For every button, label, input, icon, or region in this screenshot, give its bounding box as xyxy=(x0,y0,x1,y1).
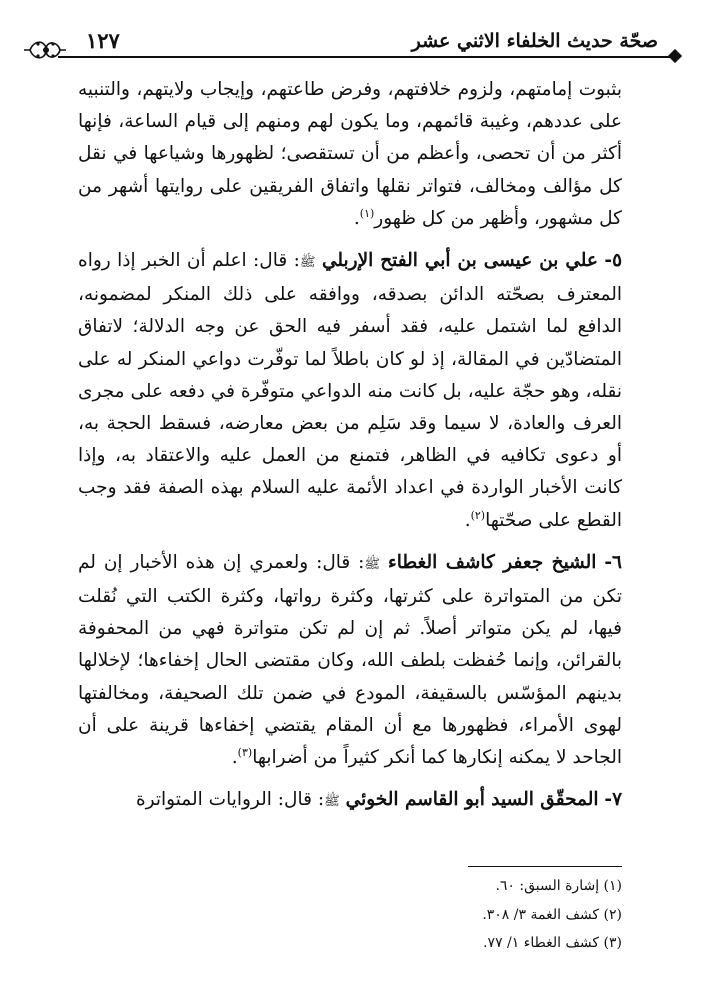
main-text xyxy=(78,74,622,818)
floral-ornament-icon xyxy=(22,34,66,66)
diamond-icon xyxy=(668,49,682,63)
honorific-icon: ﷺ xyxy=(324,794,340,810)
footnote-ref: (٣) xyxy=(237,745,253,759)
paragraph-1: بثبوت إمامتهم، ولزوم خلافتهم، وفرض طاعتهم، وإيجاب ولايتهم، والتنبيه على عددهم، وغيبة قائمهم، وما يكون لهم ومنهم إلى قيام الساعة، فإنها أكثر من أن تحصى، وأعظم من أن تستقصى؛ لظهورها وشياعها في نقل كل مؤالف ومخالف، فتواتر نقلها واتفاق الفريقين على روايتها أشهر من كل مشهور، وأظهر من كل ظهور$^{(١)}$. xyxy=(78,79,622,229)
footnote-3: (٣) كشف الغطاء ١/ ٧٧. xyxy=(483,935,622,951)
footnote-ref: (١) xyxy=(359,206,375,220)
running-title: صحّة حديث الخلفاء الاثني عشر xyxy=(411,30,658,52)
scholar-name: علي بن عيسى بن أبي الفتح الإربلي xyxy=(321,250,598,272)
item-number: ٦- xyxy=(604,551,622,573)
footnote-ref: (٢) xyxy=(470,508,486,522)
paragraph-text: : قال: الروايات المتواترة xyxy=(135,789,325,811)
paragraph-3: ٦- الشيخ جعفر كاشف الغطاء ﷺ: قال: ولعمري إن هذه الأخبار إن لم تكن من المتواترة على كثرتها، وكثرة رواتها، وكثرة الكتب التي نُقلت فيها، لم يكن متواتر أصلاً. ثم إن لم تكن متواترة فهي من المحفوفة بالقرائن، وإنما حُفظت بلطف الله، وكان مقتضى الحال إخفاءها؛ لإخلالها بدينهم المؤسّس بالسقيفة، المودع في ضمن تلك الصحيفة، ومخالفتها لهوى الأمراء، فظهورها مع أن المقام يقتضي إخفاءها قرينة على أن الجاحد لا يمكنه إنكارها كما أنكر كثيراً من أضرابها$^{(٣)}$. xyxy=(78,551,622,769)
footnote-1: (١) إشارة السبق: ٦٠. xyxy=(495,878,622,894)
scholar-name: الشيخ جعفر كاشف الغطاء xyxy=(388,551,597,573)
footnote-rule xyxy=(468,866,622,867)
scholar-name: المحقّق السيد أبو القاسم الخوئي xyxy=(345,789,599,811)
paragraph-4 xyxy=(78,784,622,818)
paragraph-text: : قال: اعلم أن الخبر إذا رواه المعترف بصحّته الدائن بصدقه، ووافقه على ذلك المنكر لمضمونه، الدافع لما اشتمل عليه، فقد أسفر فيه الحق عن وجه الدلالة؛ لاتفاق المتضادّين في المقالة، إذ لو كان باطلاً لما توفّرت دواعي المنكر له على نقله، وهو حجّة عليه، بل كانت منه الدواعي متوفّرة في دفعه على مجرى العرف والعادة، لا سيما وقد سَلِم من بعض معارضه، فسقط الحجة به، أو دعوى تكافيه في الظاهر، فتمنع من العمل عليه والاعتقاد به، وإذا كانت الأخبار الواردة في اعداد الأئمة عليه السلام بهذه الصفة فقد وجب القطع على صحّتها xyxy=(78,250,622,531)
footnote-2: (٢) كشف الغمة ٣/ ٣٠٨. xyxy=(482,906,622,923)
page-number: ١٢٧ xyxy=(86,28,120,53)
page-header xyxy=(22,26,686,66)
header-rule xyxy=(58,56,672,58)
paragraph-2: ٥- علي بن عيسى بن أبي الفتح الإربلي ﷺ: قال: اعلم أن الخبر إذا رواه المعترف بصحّته الدائن بصدقه، ووافقه على ذلك المنكر لمضمونه، الدافع لما اشتمل عليه، فقد أسفر فيه الحق عن وجه الدلالة؛ لاتفاق المتضادّين في المقالة، إذ لو كان باطلاً لما توفّرت دواعي المنكر له على نقله، وهو حجّة عليه، بل كانت منه الدواعي متوفّرة في دفعه على مجرى العرف والعادة، لا سيما وقد سَلِم من بعض معارضه، فسقط الحجة به، أو دعوى تكافيه في الظاهر، فتمنع من العمل عليه والاعتقاد به، وإذا كانت الأخبار الواردة في اعداد الأئمة عليه السلام بهذه الصفة فقد وجب القطع على صحّتها$^{(٢)}$. xyxy=(78,250,622,531)
paragraph-text: : قال: ولعمري إن هذه الأخبار إن لم تكن من المتواترة على كثرتها، وكثرة رواتها، وكثرة الكتب التي نُقلت فيها، لم يكن متواتر أصلاً. ثم إن لم تكن متواترة فهي من المحفوفة بالقرائن، وإنما حُفظت بلطف الله، وكان مقتضى الحال إخفاءها؛ لإخلالها بدينهم المؤسّس بالسقيفة، المودع في ضمن تلك الصحيفة، ومخالفتها لهوى الأمراء، فظهورها مع أن المقام يقتضي إخفاءها قرينة على أن الجاحد لا يمكنه إنكارها كما أنكر كثيراً من أضرابها xyxy=(78,551,622,769)
item-number: ٧- xyxy=(604,789,622,811)
honorific-icon: ﷺ xyxy=(364,556,381,572)
paragraph-text: بثبوت إمامتهم، ولزوم خلافتهم، وفرض طاعتهم، وإيجاب ولايتهم، والتنبيه على عددهم، وغيبة قائمهم، وما يكون لهم ومنهم إلى قيام الساعة، فإنها أكثر من أن تحصى، وأعظم من أن تستقصى؛ لظهورها وشياعها في نقل كل مؤالف ومخالف، فتواتر نقلها واتفاق الفريقين على روايتها أشهر من كل مشهور، وأظهر من كل ظهور xyxy=(78,79,622,229)
footnotes xyxy=(78,872,622,958)
item-number: ٥- xyxy=(604,250,622,272)
honorific-icon: ﷺ xyxy=(299,255,316,271)
